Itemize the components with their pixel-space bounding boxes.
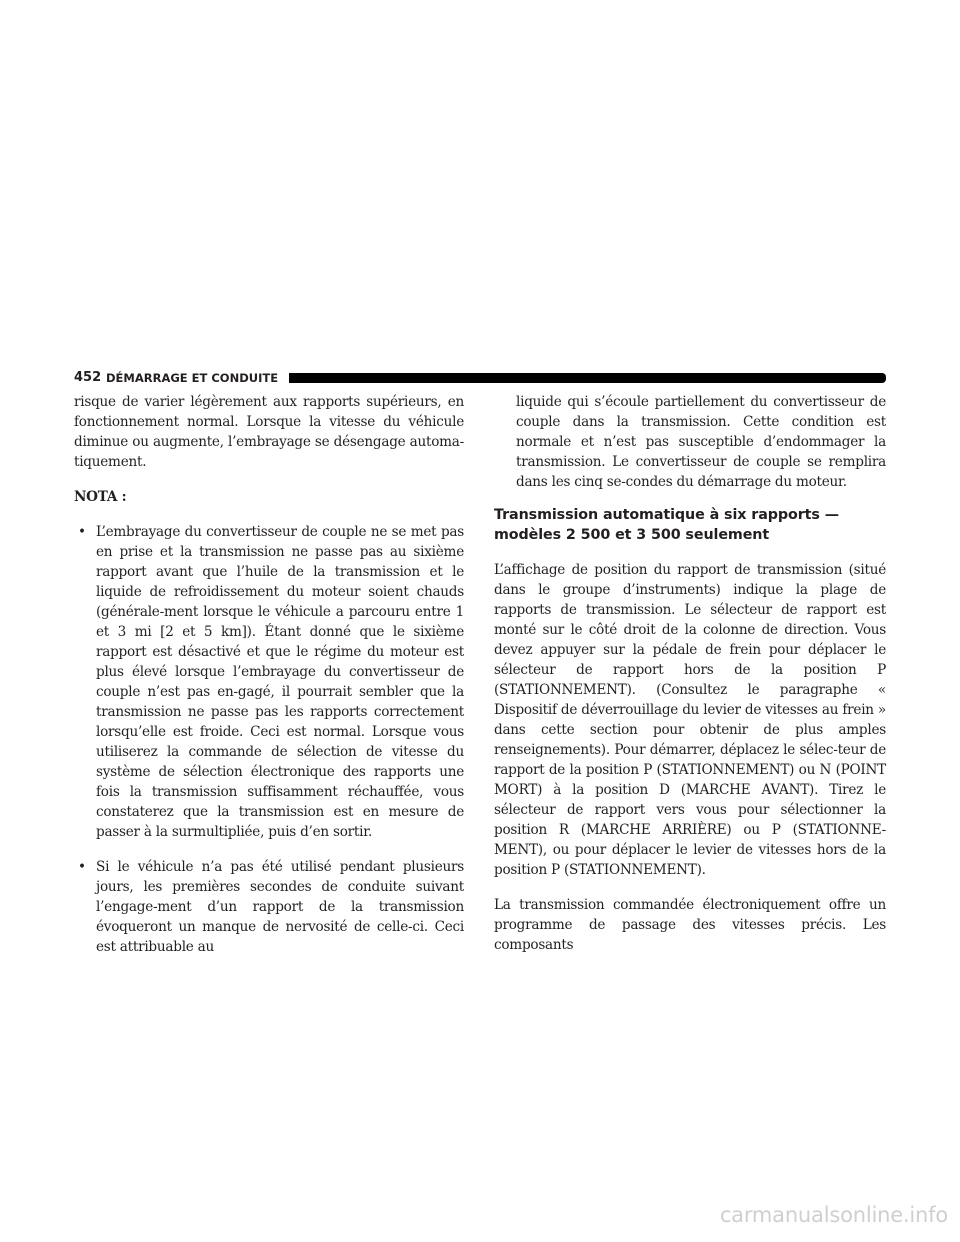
section-title: DÉMARRAGE ET CONDUITE: [106, 371, 279, 385]
body-paragraph: L’affichage de position du rapport de transmission (situé dans le groupe d’instruments) indique la plage de rapports de transmission. Le sélecteur de rapport est monté sur le côté droit de la colonne de direction. Vous devez appuyer sur la pédale de frein pour déplacer le sélecteur de rapport hors de la position P (STATIONNEMENT). (Consultez le paragraphe « Dispositif de déverrouillage du levier de vitesses au frein » dans cette section pour obtenir de plus amples renseignements). Pour démarrer, déplacez le sélec-teur de rapport de la position P (STATIONNEMENT) ou N (POINT MORT) à la position D (MARCHE AVANT). Tirez le sélecteur de rapport vers vous pour sélectionner la position R (MARCHE ARRIÈRE) ou P (STATIONNE-MENT), ou pour déplacer le levier de vitesses hors de la position P (STATIONNEMENT).: [494, 562, 886, 878]
page-header: [74, 368, 886, 388]
heading-line-1: Transmission automatique à six rapports —: [494, 507, 839, 523]
intro-paragraph: risque de varier légèrement aux rapports supérieurs, en fonctionnement normal. Lorsque la vitesse du véhicule diminue ou augmente, l’embrayage se désengage automa-tiquement.: [74, 394, 464, 470]
list-item: [74, 522, 464, 842]
bullet-text: L’embrayage du convertisseur de couple ne se met pas en prise et la transmission ne passe pas au sixième rapport avant que l’huile de la transmission et le liquide de refroidissement du moteur soient chauds (générale-ment lorsque le véhicule a parcouru entre 1 et 3 mi [2 et 5 km]). Étant donné que le sixième rapport est désactivé et que le régime du moteur est plus élevé lorsque l’embrayage du convertisseur de couple n’est pas en-gagé, il pourrait sembler que la transmission ne passe pas les rapports correctement lorsqu’elle est froide. Ceci est normal. Lorsque vous utiliserez la commande de sélection de vitesse du système de sélection électronique des rapports une fois la transmission suffisamment réchauffée, vous constaterez que la transmission est en mesure de passer à la surmultipliée, puis d’en sortir.: [96, 524, 464, 840]
bullet-text: Si le véhicule n’a pas été utilisé pendant plusieurs jours, les premières secondes de conduite suivant l’engage-ment d’un rapport de la transmission évoqueront un manque de nervosité de celle-ci. Ceci est attribuable au: [96, 859, 464, 955]
right-column: [494, 392, 886, 955]
left-column: [74, 392, 464, 957]
bullet-icon: •: [78, 524, 86, 540]
list-item: [74, 857, 464, 957]
bullet-continuation: liquide qui s’écoule partiellement du convertisseur de couple dans la transmission. Cette condition est normale et n’est pas susceptible d’endommager la transmission. Le convertisseur de couple se remplira dans les cinq se-condes du démarrage du moteur.: [516, 394, 886, 490]
watermark-text: carmanualsonline.info: [719, 1203, 948, 1227]
nota-label: NOTA :: [74, 489, 127, 505]
section-heading: [494, 505, 886, 545]
body-paragraph: La transmission commandée électroniquement offre un programme de passage des vitesses précis. Les composants: [494, 897, 886, 953]
heading-line-2: modèles 2 500 et 3 500 seulement: [494, 527, 770, 543]
header-rule: [289, 373, 886, 383]
bullet-icon: •: [78, 859, 86, 875]
page-number: 452: [74, 370, 102, 385]
